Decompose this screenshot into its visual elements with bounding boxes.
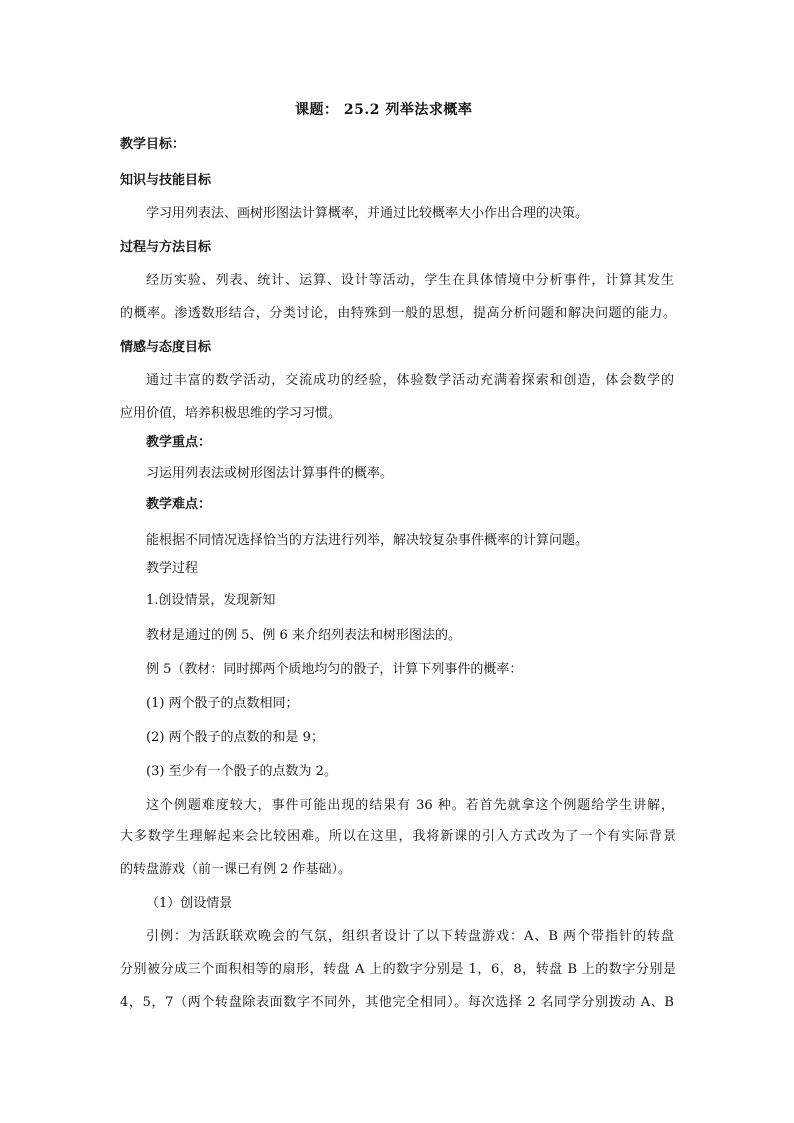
- emotion-goal-heading: 情感与态度目标: [120, 340, 212, 355]
- knowledge-goal-text: 学习用列表法、画树形图法计算概率，并通过比较概率大小作出合理的决策。: [146, 206, 589, 221]
- process-goal-text-line2: 的概率。渗透数形结合，分类讨论，由特殊到一般的思想，提高分析问题和解决问题的能力。: [120, 306, 676, 321]
- difficulties-text: 能根据不同情况选择恰当的方法进行列举，解决较复杂事件概率的计算问题。: [146, 533, 589, 548]
- example-item-3: (3) 至少有一个骰子的点数为 2。: [146, 764, 337, 779]
- key-points-text: 习运用列表法或树形图法计算事件的概率。: [146, 466, 394, 481]
- section-1-title: 1.创设情景，发现新知: [146, 593, 276, 608]
- subsection-1-title: （1）创设情景: [146, 896, 233, 911]
- explanation-line2: 大多数学生理解起来会比较困难。所以在这里，我将新课的引入方式改为了一个有实际背景: [120, 829, 676, 844]
- process-goal-text-line1: 经历实验、列表、统计、运算、设计等活动，学生在具体情境中分析事件，计算其发生: [146, 273, 674, 288]
- example-item-2: (2) 两个骰子的点数的和是 9；: [146, 730, 324, 745]
- explanation-line1: 这个例题难度较大，事件可能出现的结果有 36 种。若首先就拿这个例题给学生讲解，: [146, 798, 674, 813]
- lesson-title: 课题： 25.2 列举法求概率: [295, 102, 473, 118]
- example-item-1: (1) 两个骰子的点数相同；: [146, 696, 299, 711]
- lead-example-line2: 分别被分成三个面积相等的扇形，转盘 A 上的数字分别是 1，6，8，转盘 B 上的数字分别是: [120, 962, 676, 977]
- process-goal-heading: 过程与方法目标: [120, 240, 212, 255]
- teaching-goals-heading: 教学目标：: [120, 137, 186, 152]
- knowledge-goal-heading: 知识与技能目标: [120, 173, 212, 188]
- difficulties-heading: 教学难点：: [146, 497, 212, 512]
- textbook-intro: 教材是通过的例 5、例 6 来介绍列表法和树形图法的。: [146, 628, 461, 643]
- teaching-process-title: 教学过程: [146, 561, 199, 576]
- emotion-goal-text-line2: 应用价值，培养积极思维的学习习惯。: [120, 406, 342, 421]
- example-5: 例 5（教材：同时掷两个质地均匀的骰子，计算下列事件的概率：: [146, 662, 523, 677]
- lead-example-line1: 引例：为活跃联欢晚会的气氛，组织者设计了以下转盘游戏：A、B 两个带指针的转盘: [146, 929, 674, 944]
- lead-example-line3: 4，5，7（两个转盘除表面数字不同外，其他完全相同）。每次选择 2 名同学分别拨动 A、B: [120, 995, 674, 1010]
- explanation-line3: 的转盘游戏（前一课已有例 2 作基础）。: [120, 862, 352, 877]
- key-points-heading: 教学重点：: [146, 435, 212, 450]
- emotion-goal-text-line1: 通过丰富的数学活动，交流成功的经验，体验数学活动充满着探索和创造，体会数学的: [146, 373, 674, 388]
